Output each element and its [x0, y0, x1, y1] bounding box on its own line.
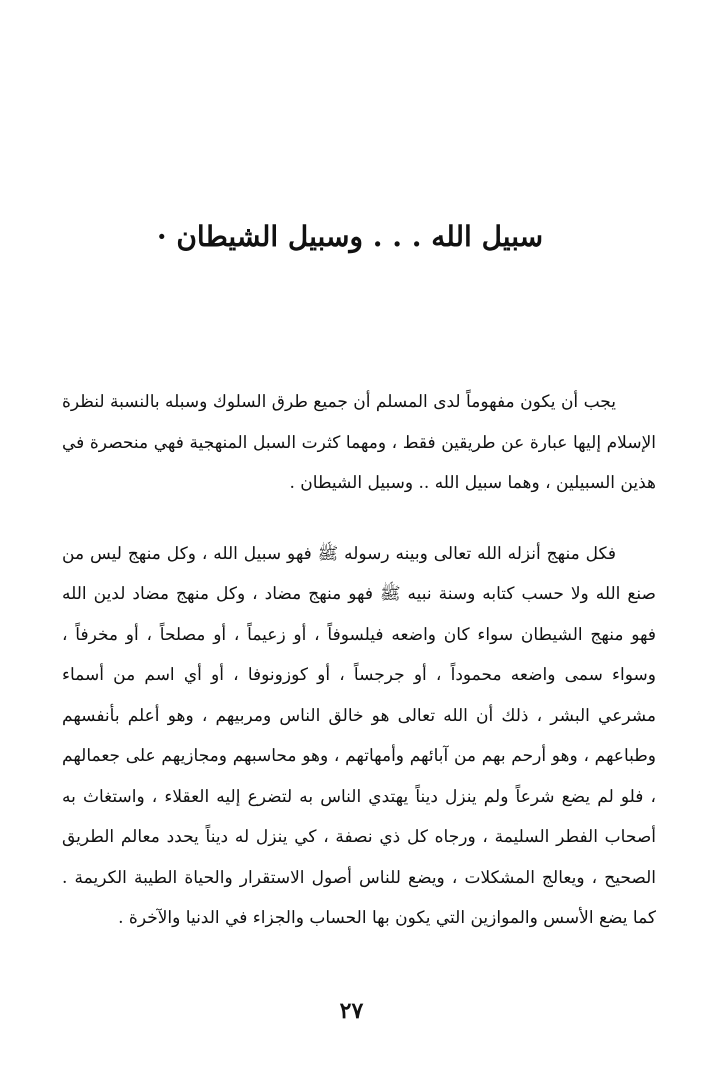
paragraph-2 [62, 534, 656, 939]
body-text [62, 382, 656, 939]
paragraph-2-text: فكل منهج أنزله الله تعالى وبينه رسوله ﷺ فهو سبيل الله ، وكل منهج ليس من صنع الله ولا حسب كتابه وسنة نبيه ﷺ فهو منهج مضاد ، وكل منهج مضاد لدين الله فهو منهج الشيطان سواء كان واضعه فيلسوفاً ، أو زعيماً ، أو مصلحاً ، أو مخرفاً ، وسواء سمى واضعه محموداً ، أو جرجساً ، أو كوزونوفا ، أو أي اسم من أسماء مشرعي البشر ، ذلك أن الله تعالى هو خالق الناس ومربيهم ، وهو أعلم بأنفسهم وطباعهم ، وهو أرحم بهم من آبائهم وأمهاتهم ، وهو محاسبهم ومجازيهم على جعمالهم ، فلو لم يضع شرعاً ولم ينزل ديناً يهتدي الناس به لتضرع إليه العقلاء ، واستغاث به أصحاب الفطر السليمة ، ورجاه كل ذي نصفة ، كي ينزل له ديناً يحدد معالم الطريق الصحيح ، ويعالج المشكلات ، ويضع للناس أصول الاستقرار والحياة الطيبة الكريمة . كما يضع الأسس والموازين التي يكون بها الحساب والجزاء في الدنيا والآخرة . [62, 543, 656, 928]
page-number: ٢٧ [339, 998, 364, 1024]
paragraph-1-text: يجب أن يكون مفهوماً لدى المسلم أن جميع طرق السلوك وسبله بالنسبة لنظرة الإسلام إليها عبارة عن طريقين فقط ، ومهما كثرت السبل المنهجية فهي منحصرة في هذين السبيلين ، وهما سبيل الله .. وسبيل الشيطان . [62, 392, 656, 493]
chapter-title: سبيل الله . . . وسبيل الشيطان · [156, 220, 544, 253]
paragraph-1 [62, 382, 656, 504]
